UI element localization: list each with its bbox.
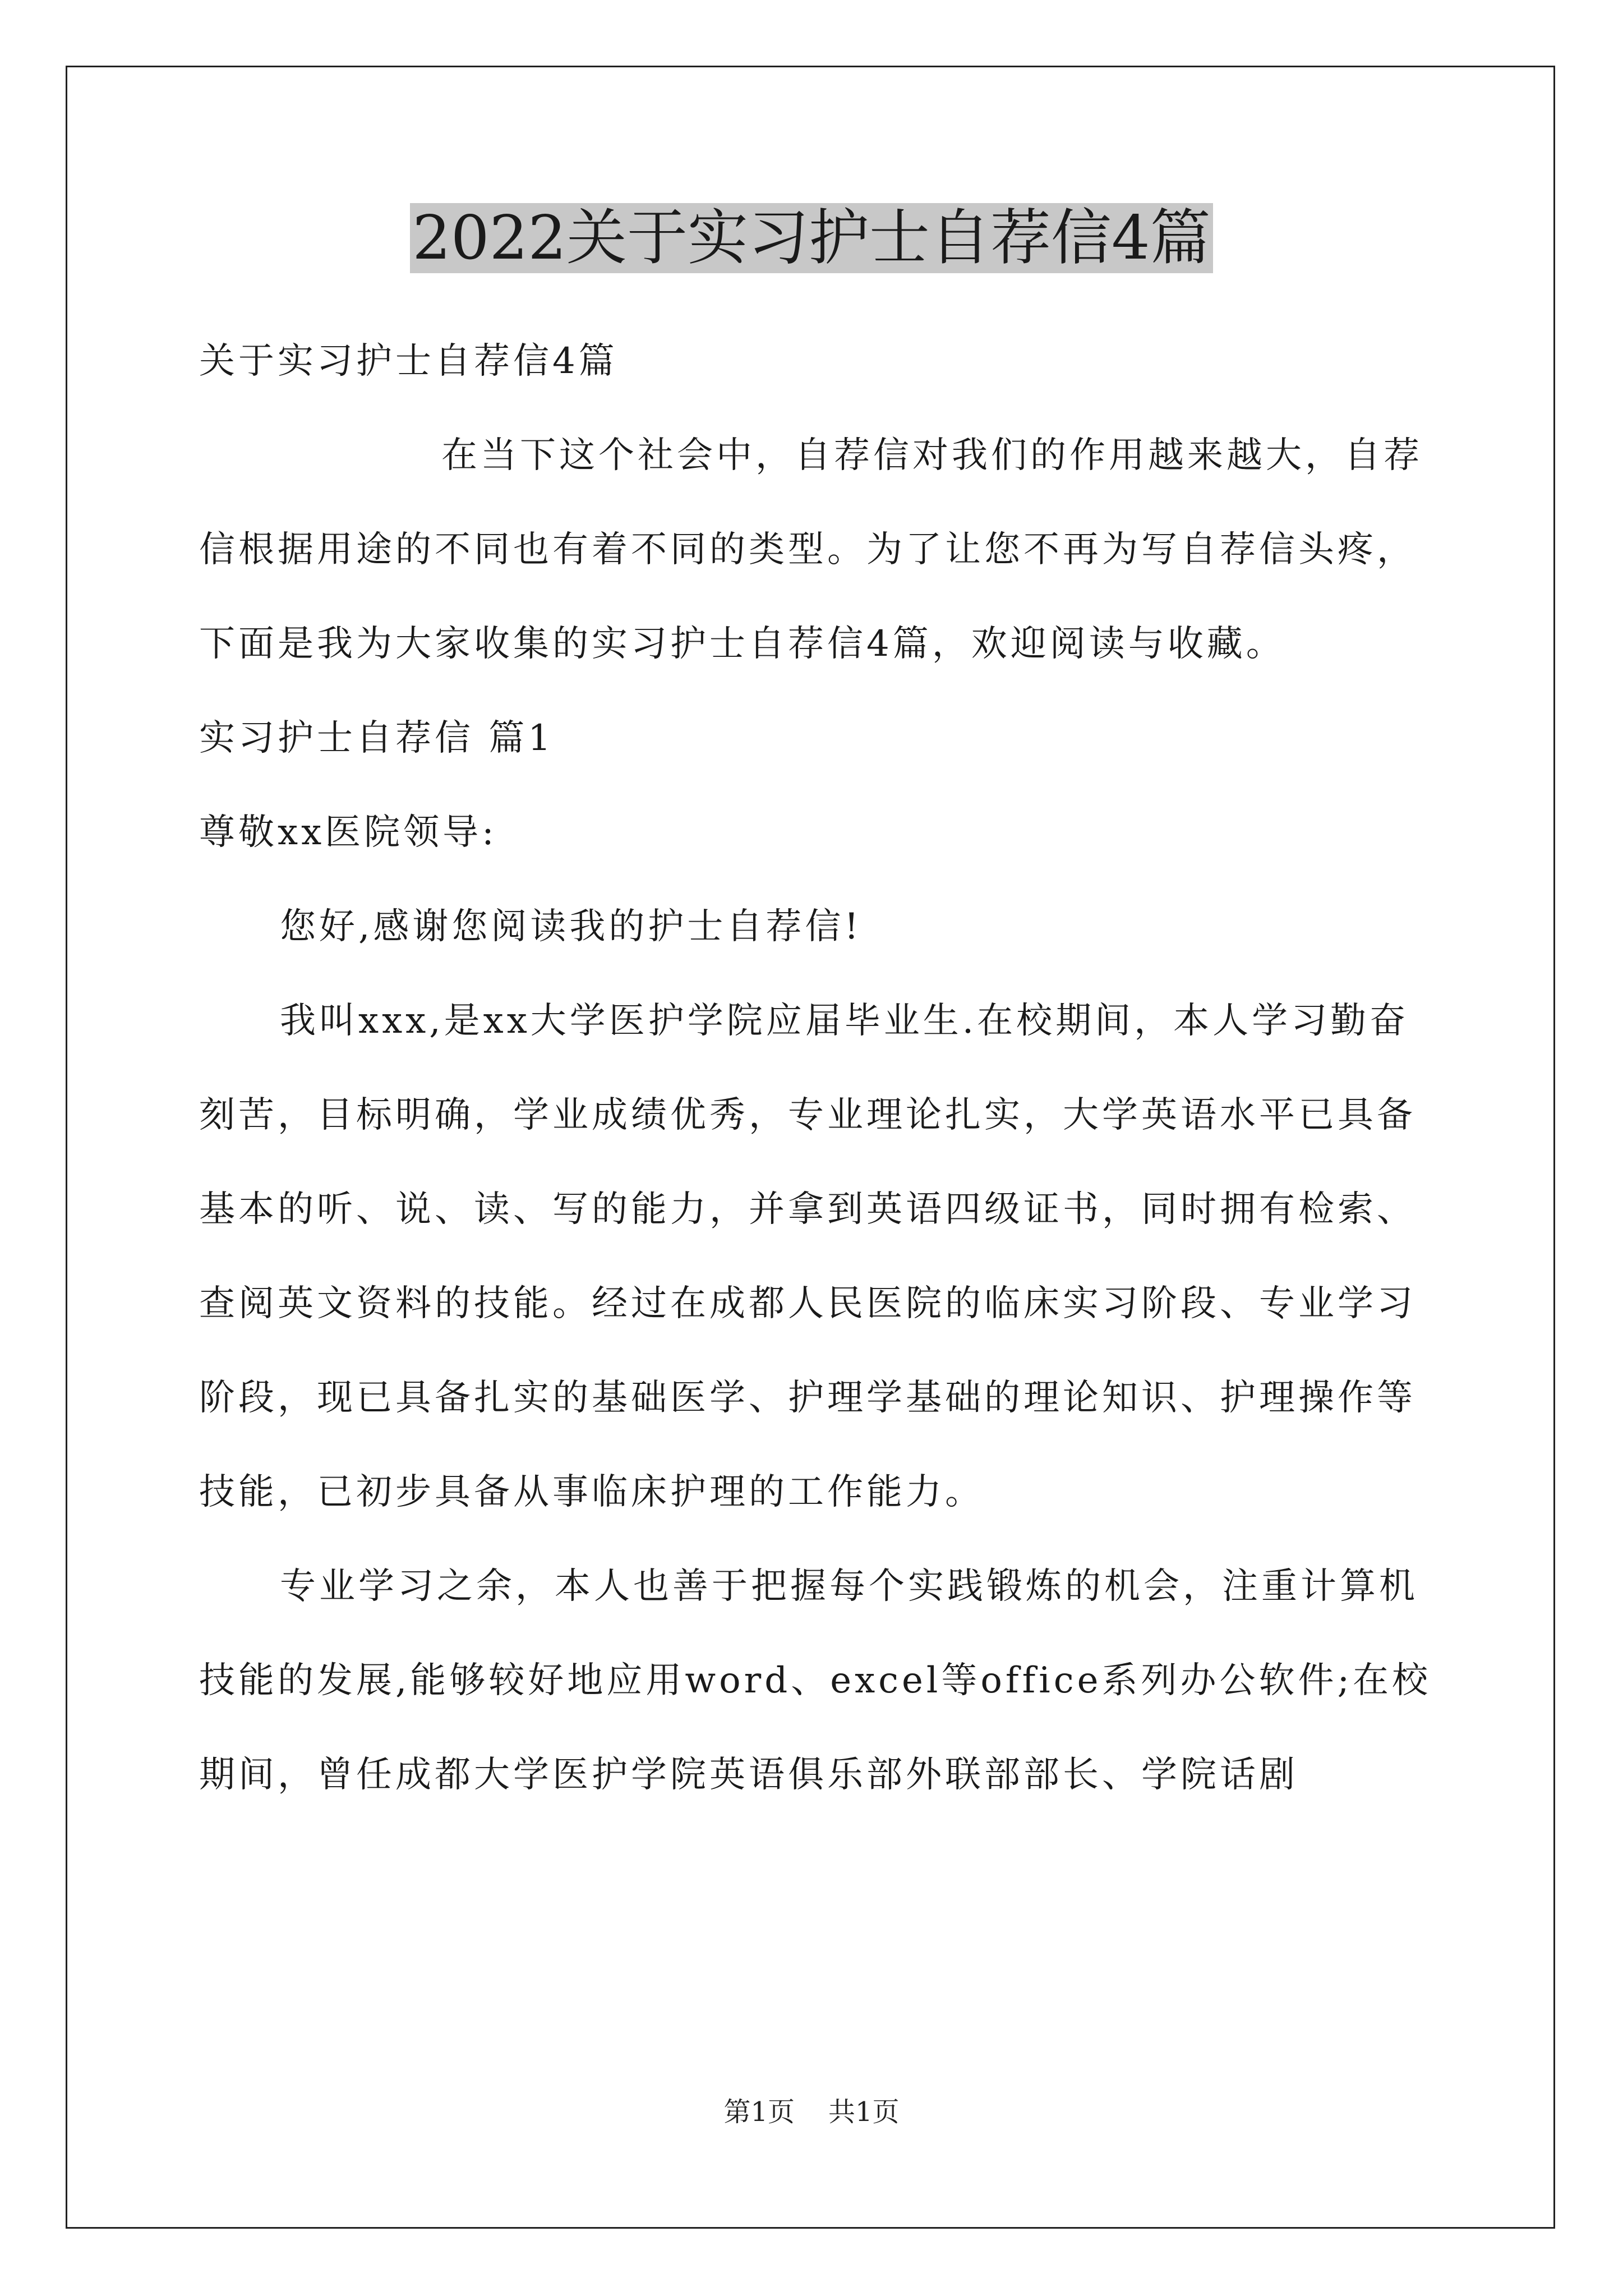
- body-paragraph-1: 我叫xxx,是xx大学医护学院应届毕业生.在校期间，本人学习勤奋刻苦，目标明确，学业成绩优秀，专业理论扎实，大学英语水平已具备基本的听、说、读、写的能力，并拿到英语四级证书，同时拥有检索、查阅英文资料的技能。经过在成都人民医院的临床实习阶段、专业学习阶段，现已具备扎实的基础医学、护理学基础的理论知识、护理操作等技能，已初步具备从事临床护理的工作能力。: [199, 1000, 1416, 1513]
- document-body: [199, 314, 1433, 1822]
- document-subtitle: 关于实习护士自荐信4篇: [199, 341, 618, 382]
- greeting: 您好,感谢您阅读我的护士自荐信!: [280, 906, 863, 947]
- document-title-text: 2022关于实习护士自荐信4篇: [410, 203, 1213, 273]
- salutation: 尊敬xx医院领导:: [199, 812, 497, 853]
- page-footer: [0, 2095, 1623, 2129]
- section-heading: 实习护士自荐信 篇1: [199, 717, 555, 759]
- document-title: [0, 199, 1623, 278]
- page-number: 第1页: [723, 2096, 795, 2128]
- body-paragraph-2: 专业学习之余，本人也善于把握每个实践锻炼的机会，注重计算机技能的发展,能够较好地应用word、excel等office系列办公软件;在校期间，曾任成都大学医护学院英语俱乐部外联部部长、学院话剧: [199, 1566, 1432, 1796]
- intro-paragraph: 在当下这个社会中，自荐信对我们的作用越来越大，自荐信根据用途的不同也有着不同的类型。为了让您不再为写自荐信头疼，下面是我为大家收集的实习护士自荐信4篇，欢迎阅读与收藏。: [199, 435, 1423, 665]
- page-total: 共1页: [828, 2096, 900, 2128]
